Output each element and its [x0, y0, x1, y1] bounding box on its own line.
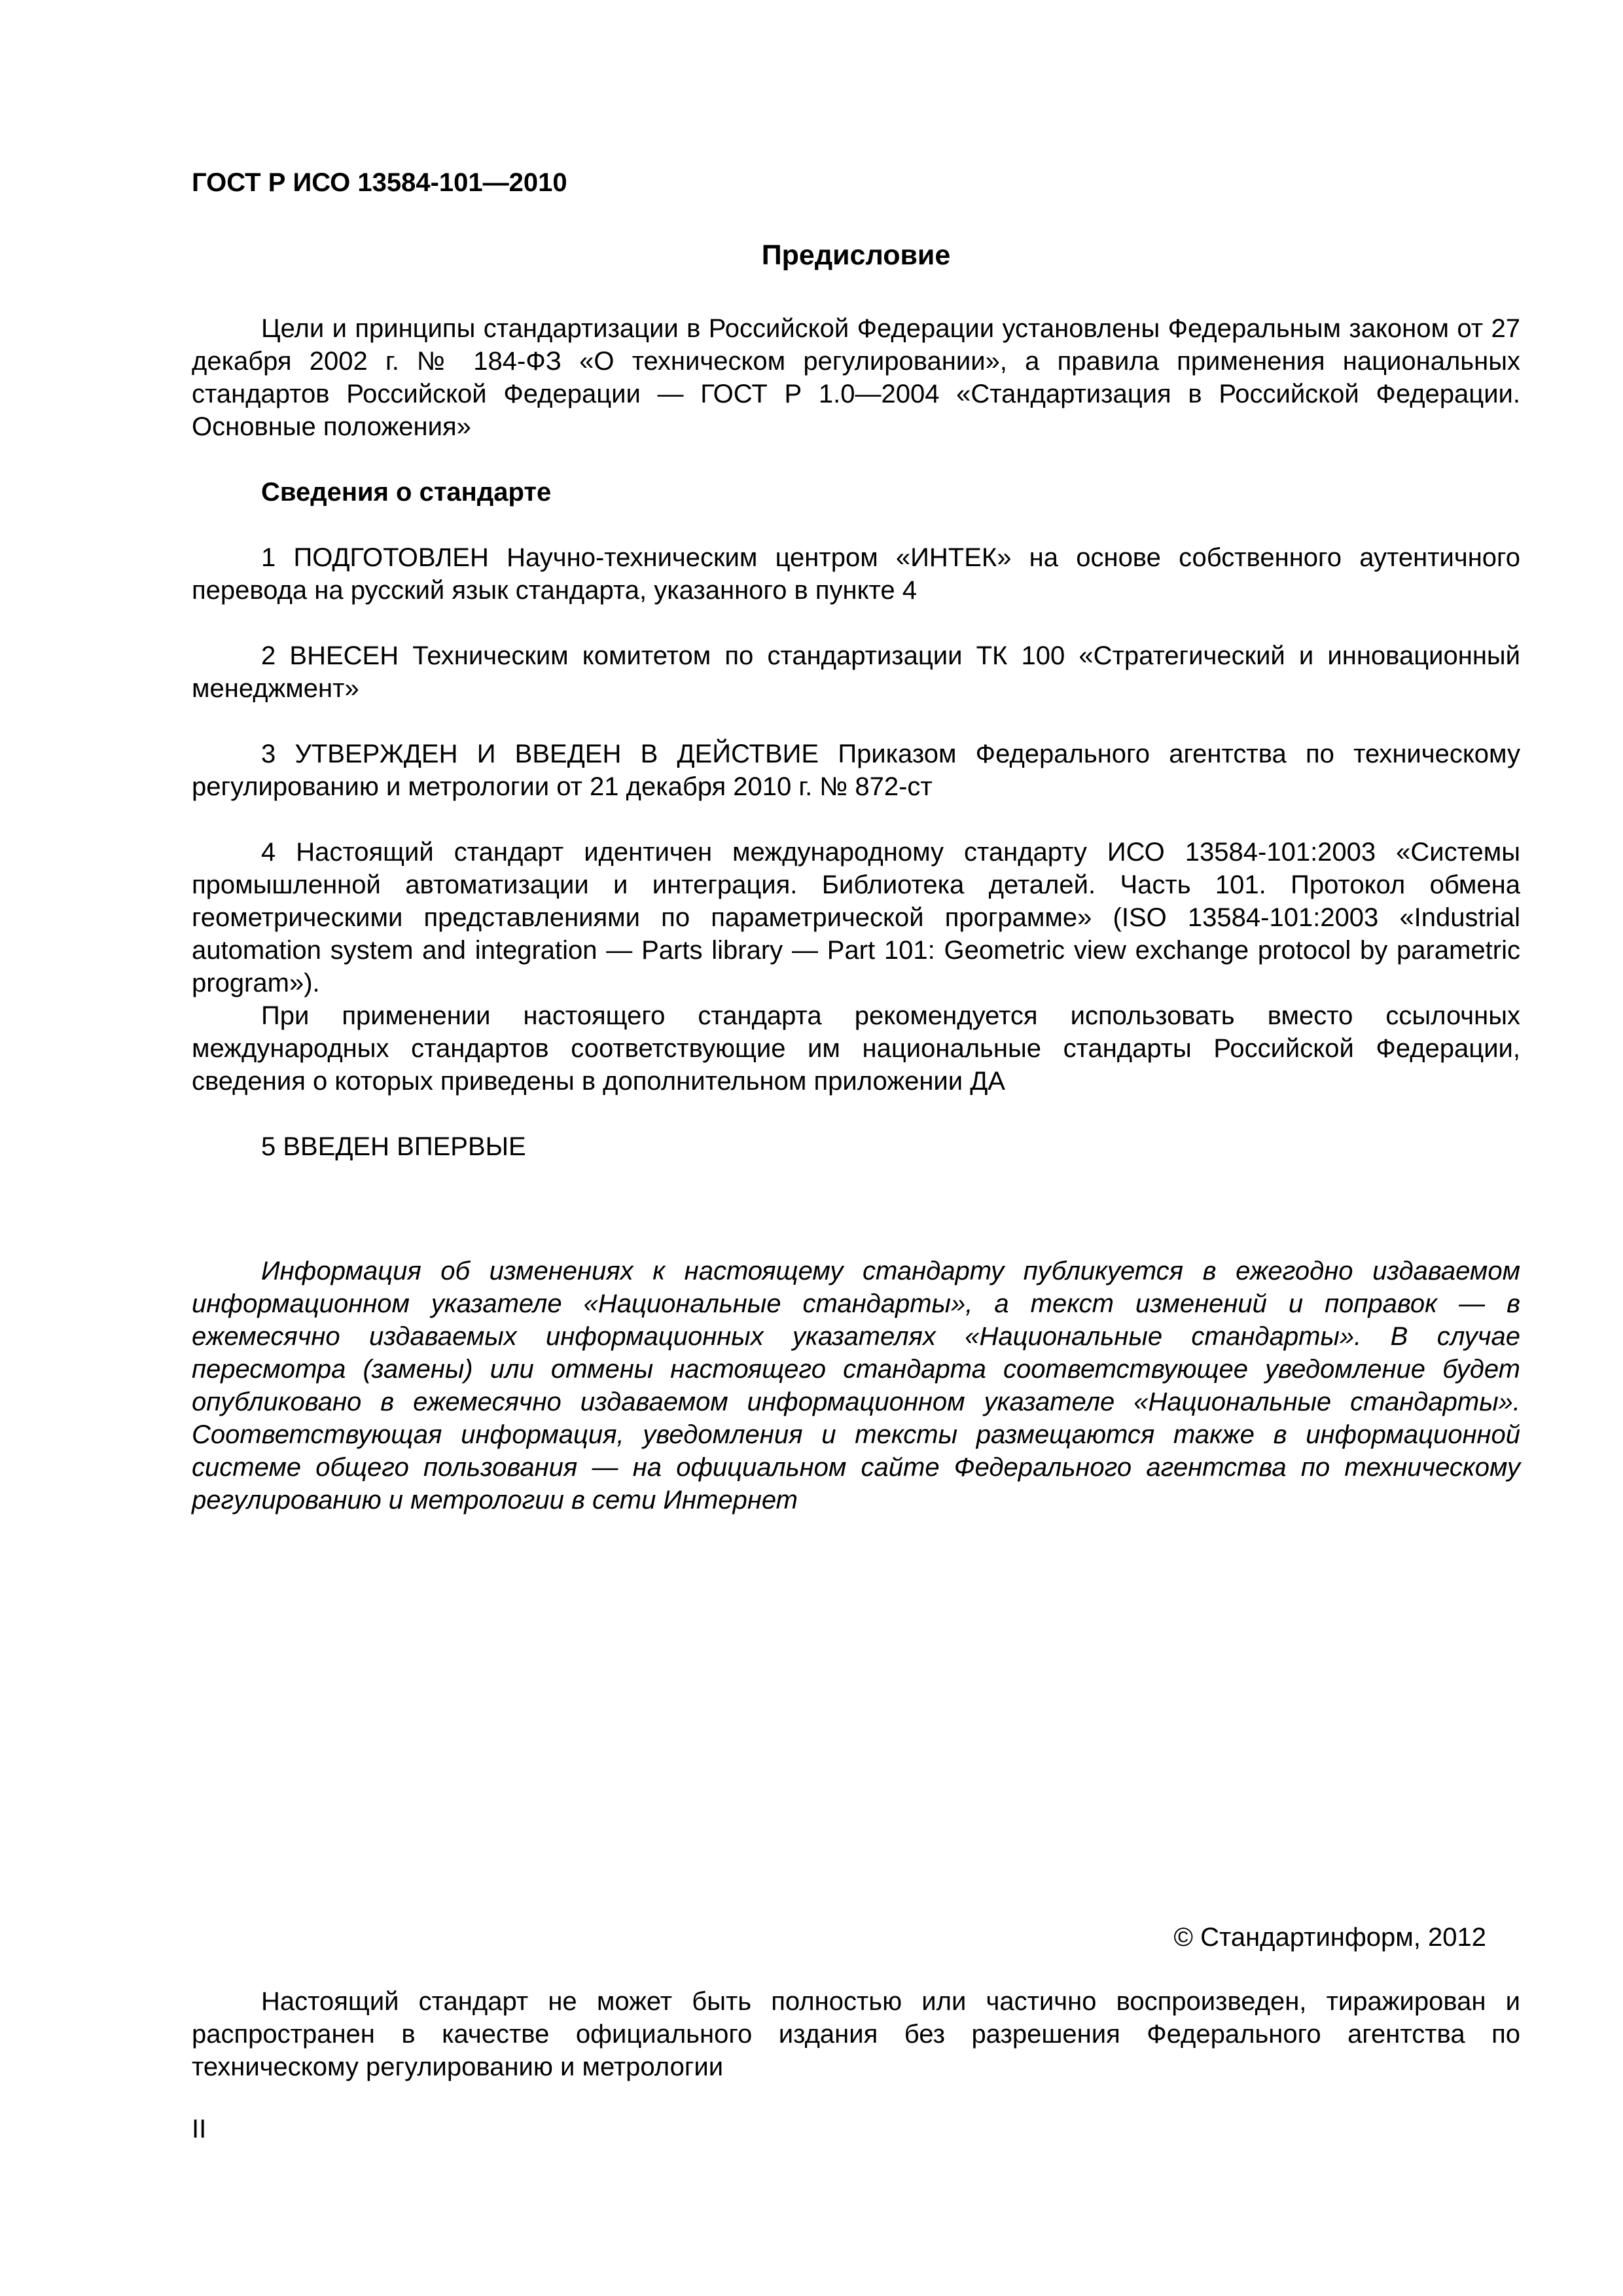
standard-info-item-5: 5 ВВЕДЕН ВПЕРВЫЕ	[261, 1132, 526, 1161]
page-number: II	[192, 2115, 207, 2144]
standard-info-item-4-continuation: При применении настоящего стандарта рекомендуется использовать вместо ссылочных международных стандартов соответствующие им национальные стандарты Российской Федерации, сведения о которых приведены в дополнительном приложении ДА	[192, 1001, 1520, 1096]
document-code: ГОСТ Р ИСО 13584-101—2010	[192, 168, 567, 197]
standard-info-item-2: 2 ВНЕСЕН Техническим комитетом по стандартизации ТК 100 «Стратегический и инновационный менеджмент»	[192, 641, 1520, 703]
intro-paragraph: Цели и принципы стандартизации в Российской Федерации установлены Федеральным законом от 27 декабря 2002 г. № 184-ФЗ «О техническом регулировании», а правила применения национальных стандартов Российской Федерации — ГОСТ Р 1.0—2004 «Стандартизация в Российской Федерации. Основные положения»	[192, 314, 1520, 441]
copyright-line: © Стандартинформ, 2012	[1173, 1923, 1486, 1952]
reproduction-restriction-paragraph: Настоящий стандарт не может быть полностью или частично воспроизведен, тиражирован и распространен в качестве официального издания без разрешения Федерального агентства по техническому регулированию и метрологии	[192, 1987, 1520, 2081]
standard-info-item-3: 3 УТВЕРЖДЕН И ВВЕДЕН В ДЕЙСТВИЕ Приказом Федерального агентства по техническому регулированию и метрологии от 21 декабря 2010 г. № 872-ст	[192, 740, 1520, 801]
changes-publication-note: Информация об изменениях к настоящему стандарту публикуется в ежегодно издаваемом информационном указателе «Национальные стандарты», а текст изменений и поправок — в ежемесячно издаваемых информационных указателях «Национальные стандарты». В случае пересмотра (замены) или отмены настоящего стандарта соответствующее уведомление будет опубликовано в ежемесячно издаваемом информационном указателе «Национальные стандарты». Соответствующая информация, уведомления и тексты размещаются также в информационной системе общего пользования — на официальном сайте Федерального агентства по техническому регулированию и метрологии в сети Интернет	[192, 1257, 1520, 1515]
page-footer	[192, 1921, 1520, 2145]
standard-info-item-4: 4 Настоящий стандарт идентичен международному стандарту ИСО 13584-101:2003 «Системы промышленной автоматизации и интеграция. Библиотека деталей. Часть 101. Протокол обмена геометрическими представлениями по параметрической программе» (ISO 13584-101:2003 «Industrial automation system and integration — Parts library — Part 101: Geometric view exchange protocol by parametric program»).	[192, 838, 1520, 997]
standard-info-item-1: 1 ПОДГОТОВЛЕН Научно-техническим центром «ИНТЕК» на основе собственного аутентичного перевода на русский язык стандарта, указанного в пункте 4	[192, 543, 1520, 605]
standard-info-heading: Сведения о стандарте	[261, 478, 552, 507]
page-title: Предисловие	[761, 240, 951, 271]
